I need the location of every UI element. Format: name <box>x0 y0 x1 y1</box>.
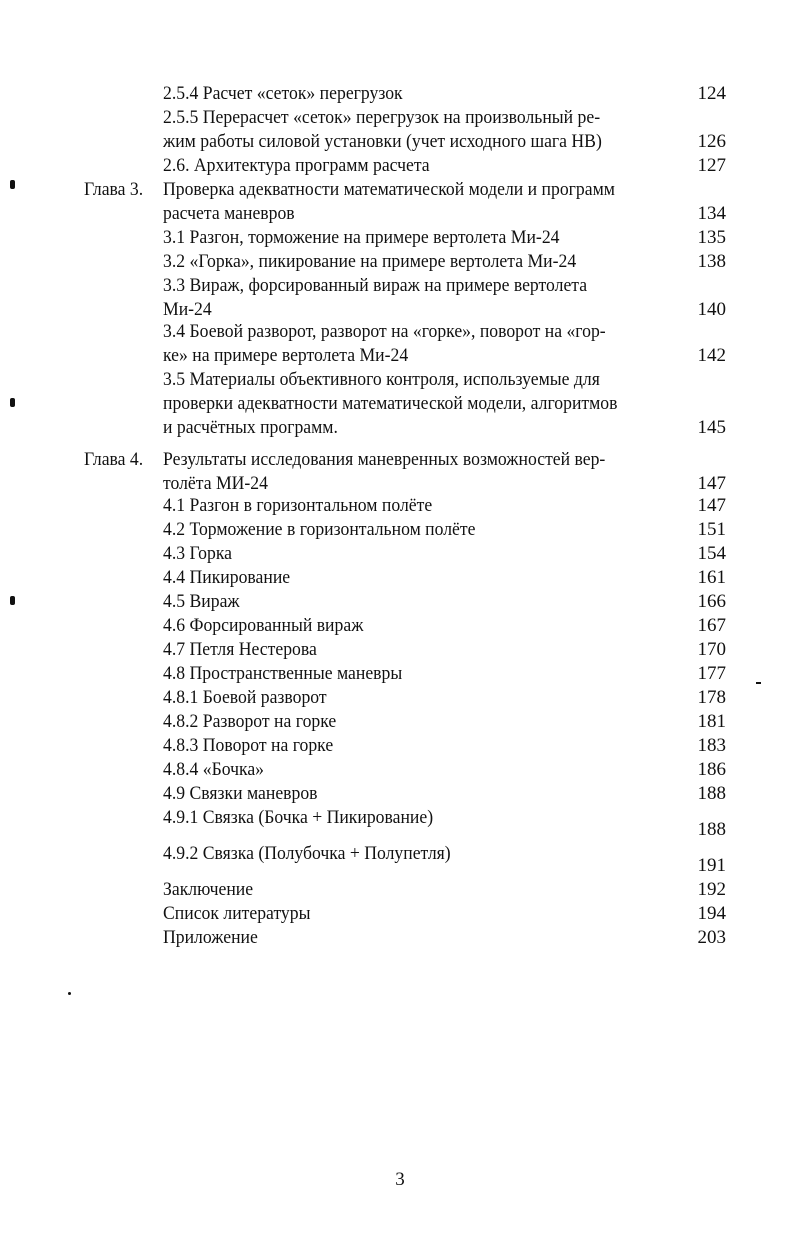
toc-entry-title: Ми-24 <box>163 299 212 320</box>
toc-entry-title: 4.4 Пикирование <box>163 567 291 588</box>
toc-entry-title: 4.9 Связки маневров <box>163 783 318 804</box>
toc-page-number: 177 <box>697 663 726 684</box>
toc-entry-title: 4.2 Торможение в горизонтальном полёте <box>163 519 476 540</box>
toc-entry-title: Проверка адекватности математической модели и программ <box>163 179 615 200</box>
toc-entry-title: 4.5 Вираж <box>163 591 240 612</box>
toc-page-number: 183 <box>697 735 726 756</box>
toc-entry-title: 4.9.1 Связка (Бочка + Пикирование) <box>163 807 434 828</box>
scan-mark <box>68 992 71 995</box>
toc-entry-title: и расчётных программ. <box>163 417 338 438</box>
toc-page-number: 140 <box>697 299 726 320</box>
toc-page-number: 194 <box>697 903 726 924</box>
toc-page-number: 151 <box>697 519 726 540</box>
scan-mark <box>10 398 15 407</box>
toc-page-number: 203 <box>697 927 726 948</box>
toc-page-number: 147 <box>697 473 726 494</box>
toc-entry-title: 2.6. Архитектура программ расчета <box>163 155 430 176</box>
toc-entry-title: 4.6 Форсированный вираж <box>163 615 364 636</box>
toc-entry-title: 4.9.2 Связка (Полубочка + Полупетля) <box>163 843 451 864</box>
toc-entry-title: Приложение <box>163 927 258 948</box>
toc-entry-title: 3.1 Разгон, торможение на примере вертолета Ми-24 <box>163 227 560 248</box>
toc-entry-title: 2.5.4 Расчет «сеток» перегрузок <box>163 83 403 104</box>
scan-mark <box>756 682 761 684</box>
toc-page-number: 191 <box>697 855 726 876</box>
toc-entry-title: жим работы силовой установки (учет исходного шага НВ) <box>163 131 602 152</box>
toc-page-number: 167 <box>697 615 726 636</box>
toc-page-number: 178 <box>697 687 726 708</box>
toc-entry-title: 4.8.3 Поворот на горке <box>163 735 334 756</box>
toc-page-number: 188 <box>697 783 726 804</box>
toc-page-number: 166 <box>697 591 726 612</box>
page-number: 3 <box>395 1169 405 1190</box>
toc-page-number: 192 <box>697 879 726 900</box>
toc-entry-title: 4.8 Пространственные маневры <box>163 663 403 684</box>
scan-mark <box>10 180 15 189</box>
toc-entry-title: 3.3 Вираж, форсированный вираж на примере вертолета <box>163 275 588 296</box>
toc-page-number: 161 <box>697 567 726 588</box>
toc-entry-title: Заключение <box>163 879 254 900</box>
chapter-label: Глава 4. <box>84 449 144 470</box>
toc-entry-title: Список литературы <box>163 903 311 924</box>
toc-entry-title: 4.7 Петля Нестерова <box>163 639 317 660</box>
toc-entry-title: Результаты исследования маневренных возможностей вер- <box>163 449 606 470</box>
toc-page-number: 170 <box>697 639 726 660</box>
scan-mark <box>10 596 15 605</box>
toc-page-number: 127 <box>697 155 726 176</box>
toc-entry-title: 2.5.5 Перерасчет «сеток» перегрузок на произвольный ре- <box>163 107 601 128</box>
toc-page-number: 126 <box>697 131 726 152</box>
toc-page-number: 154 <box>697 543 726 564</box>
toc-entry-title: 4.8.1 Боевой разворот <box>163 687 327 708</box>
toc-entry-title: ке» на примере вертолета Ми-24 <box>163 345 409 366</box>
toc-page-number: 181 <box>697 711 726 732</box>
toc-entry-title: проверки адекватности математической модели, алгоритмов <box>163 393 618 414</box>
toc-page-number: 138 <box>697 251 726 272</box>
toc-entry-title: 3.2 «Горка», пикирование на примере вертолета Ми-24 <box>163 251 577 272</box>
toc-entry-title: расчета маневров <box>163 203 295 224</box>
toc-page-number: 135 <box>697 227 726 248</box>
toc-entry-title: 3.5 Материалы объективного контроля, используемые для <box>163 369 600 390</box>
toc-page-number: 186 <box>697 759 726 780</box>
toc-page-number: 188 <box>697 819 726 840</box>
toc-entry-title: 3.4 Боевой разворот, разворот на «горке», поворот на «гор- <box>163 321 606 342</box>
toc-page-number: 142 <box>697 345 726 366</box>
toc-page-number: 124 <box>697 83 726 104</box>
toc-entry-title: 4.1 Разгон в горизонтальном полёте <box>163 495 433 516</box>
toc-entry-title: 4.8.2 Разворот на горке <box>163 711 337 732</box>
toc-entry-title: толёта МИ-24 <box>163 473 268 494</box>
toc-entry-title: 4.3 Горка <box>163 543 233 564</box>
toc-entry-title: 4.8.4 «Бочка» <box>163 759 265 780</box>
toc-page-number: 147 <box>697 495 726 516</box>
toc-page-number: 134 <box>697 203 726 224</box>
chapter-label: Глава 3. <box>84 179 144 200</box>
toc-page-number: 145 <box>697 417 726 438</box>
